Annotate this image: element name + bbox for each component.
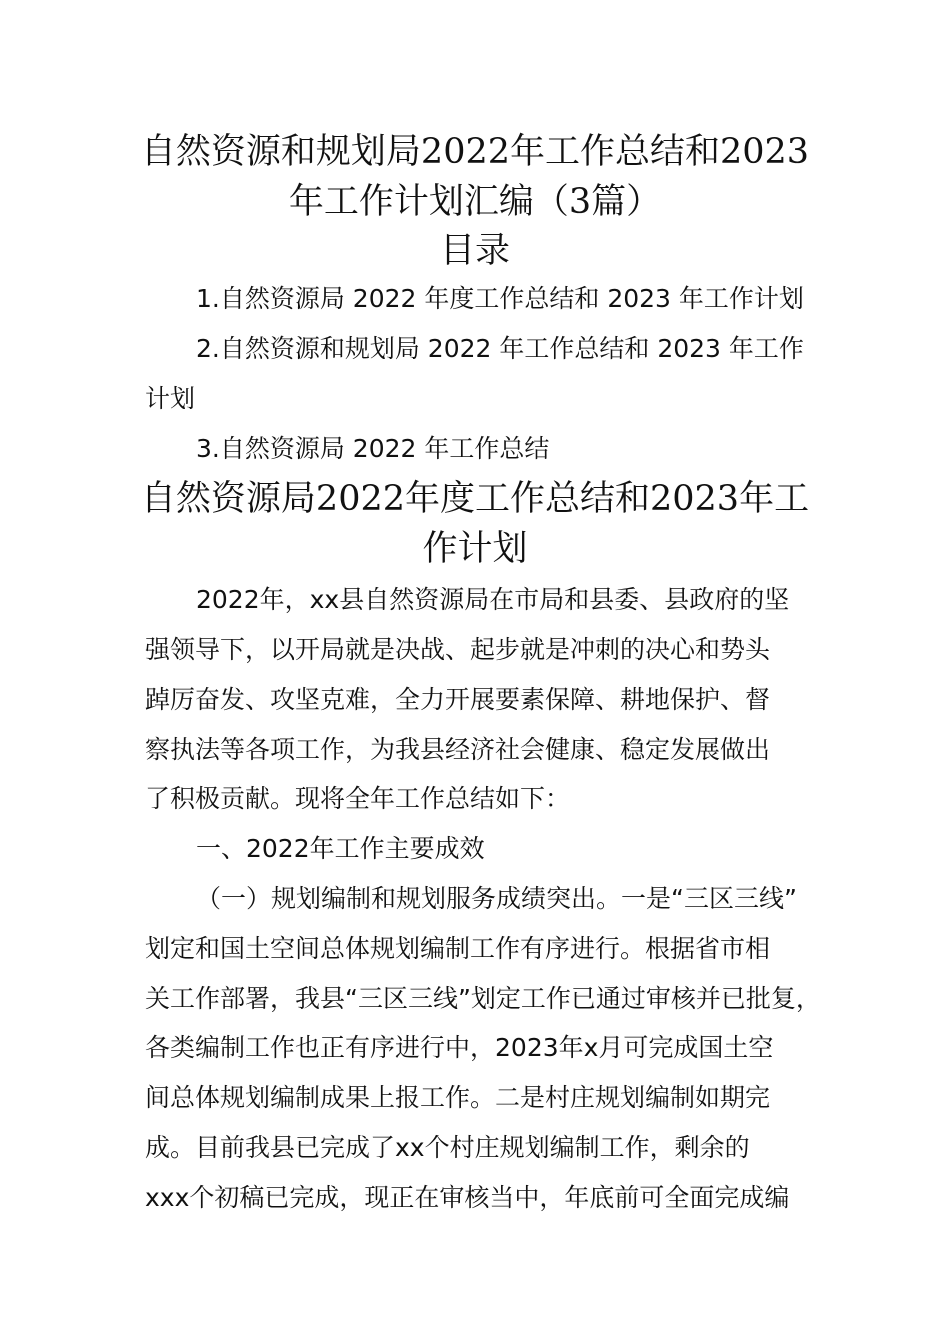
toc-item-3: 3.自然资源局 2022 年工作总结 [196, 434, 550, 463]
paragraph-line: 踔厉奋发、攻坚克难，全力开展要素保障、耕地保护、督 [145, 685, 771, 714]
document-title-line-1: 自然资源和规划局2022年工作总结和2023 [140, 132, 810, 172]
paragraph-line: xxx个初稿已完成，现正在审核当中，年底前可全面完成编 [145, 1183, 790, 1212]
toc-heading: 目录 [439, 231, 510, 271]
toc-item-2-continuation: 计划 [145, 384, 196, 413]
paragraph-line: 间总体规划编制成果上报工作。二是村庄规划编制如期完 [145, 1083, 771, 1112]
section-title-line-1: 自然资源局2022年度工作总结和2023年工 [140, 479, 810, 519]
document-title-line-2: 年工作计划汇编（3篇） [288, 182, 662, 222]
paragraph-line: 察执法等各项工作，为我县经济社会健康、稳定发展做出 [145, 735, 771, 764]
paragraph-line: 划定和国土空间总体规划编制工作有序进行。根据省市相 [145, 934, 771, 963]
section-title-line-2: 作计划 [422, 529, 528, 569]
section-heading-line: 一、2022年工作主要成效 [196, 834, 485, 863]
paragraph-line: 了积极贡献。现将全年工作总结如下： [145, 784, 571, 813]
paragraph-line: （一）规划编制和规划服务成绩突出。一是“三区三线” [196, 884, 797, 913]
paragraph-line: 各类编制工作也正有序进行中，2023年x月可完成国土空 [145, 1033, 774, 1062]
paragraph-line: 强领导下，以开局就是决战、起步就是冲刺的决心和势头 [145, 635, 771, 664]
paragraph-line: 2022年，xx县自然资源局在市局和县委、县政府的坚 [196, 585, 790, 614]
paragraph-line: 成。目前我县已完成了xx个村庄规划编制工作，剩余的 [145, 1133, 750, 1162]
toc-item-1: 1.自然资源局 2022 年度工作总结和 2023 年工作计划 [196, 284, 804, 313]
toc-item-2: 2.自然资源和规划局 2022 年工作总结和 2023 年工作 [196, 334, 804, 363]
paragraph-line: 关工作部署，我县“三区三线”划定工作已通过审核并已批复， [145, 984, 821, 1013]
